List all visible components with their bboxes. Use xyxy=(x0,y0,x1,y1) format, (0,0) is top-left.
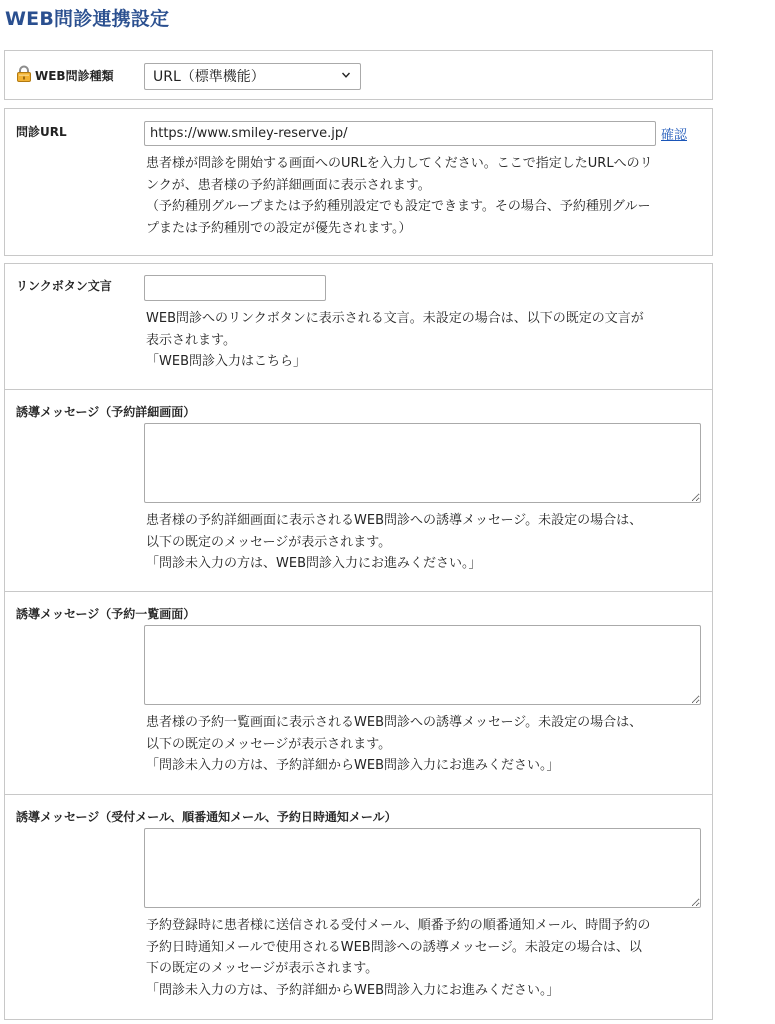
inquiry-url-input[interactable] xyxy=(144,121,656,146)
help-line: 予約日時通知メールで使用されるWEB問診への誘導メッセージ。未設定の場合は、以 xyxy=(146,939,642,955)
link-button-text-row xyxy=(5,264,712,389)
link-button-text-input[interactable] xyxy=(144,275,326,301)
help-line: ンクが、患者様の予約詳細画面に表示されます。 xyxy=(146,177,431,193)
web-inquiry-type-label: WEB問診種類 xyxy=(35,69,114,83)
inquiry-url-panel xyxy=(4,108,713,256)
message-detail-textarea[interactable] xyxy=(144,423,701,503)
help-line: 下の既定のメッセージが表示されます。 xyxy=(146,961,379,976)
help-line: （予約種別グループまたは予約種別設定でも設定できます。その場合、予約種別グルー xyxy=(146,199,651,214)
web-inquiry-type-panel xyxy=(4,50,713,100)
help-line: プまたは予約種別での設定が優先されます。） xyxy=(146,220,412,236)
help-line: 患者様の予約詳細画面に表示されるWEB問診への誘導メッセージ。未設定の場合は、 xyxy=(146,513,643,528)
help-line: WEB問診へのリンクボタンに表示される文言。未設定の場合は、以下の既定の文言が xyxy=(146,311,644,326)
message-list-textarea[interactable] xyxy=(144,625,701,705)
help-line: 予約登録時に患者様に送信される受付メール、順番予約の順番通知メール、時間予約の xyxy=(146,918,651,933)
message-list-help xyxy=(146,712,642,777)
confirm-link[interactable]: 確認 xyxy=(661,128,688,143)
web-inquiry-type-label-wrap xyxy=(16,65,114,84)
link-button-text-label: リンクボタン文言 xyxy=(16,279,112,293)
link-button-text-help xyxy=(146,308,644,373)
message-detail-row xyxy=(5,389,712,591)
inquiry-url-label: 問診URL xyxy=(16,125,67,139)
message-detail-help xyxy=(146,510,642,575)
lock-icon xyxy=(16,65,32,82)
help-line: 表示されます。 xyxy=(146,332,236,348)
page-title: WEB問診連携設定 xyxy=(5,8,170,30)
web-inquiry-type-select[interactable] xyxy=(144,63,361,90)
message-detail-label: 誘導メッセージ（予約詳細画面） xyxy=(16,405,196,419)
message-list-label: 誘導メッセージ（予約一覧画面） xyxy=(16,607,196,621)
help-line: 「WEB問診入力はこちら」 xyxy=(146,354,306,369)
help-line: 患者様の予約一覧画面に表示されるWEB問診への誘導メッセージ。未設定の場合は、 xyxy=(146,715,643,730)
help-line: 「問診未入力の方は、予約詳細からWEB問診入力にお進みください。」 xyxy=(146,758,560,773)
help-line: 患者様が問診を開始する画面へのURLを入力してください。ここで指定したURLへのリ xyxy=(146,156,653,171)
message-mail-textarea[interactable] xyxy=(144,828,701,908)
help-line: 「問診未入力の方は、WEB問診入力にお進みください。」 xyxy=(146,556,482,571)
message-settings-panel xyxy=(4,263,713,1020)
help-line: 「問診未入力の方は、予約詳細からWEB問診入力にお進みください。」 xyxy=(146,982,560,998)
message-mail-row xyxy=(5,794,712,1019)
help-line: 以下の既定のメッセージが表示されます。 xyxy=(146,736,392,752)
message-mail-label: 誘導メッセージ（受付メール、順番通知メール、予約日時通知メール） xyxy=(16,810,397,824)
message-list-row xyxy=(5,591,712,794)
inquiry-url-help xyxy=(146,153,653,239)
message-mail-help xyxy=(146,915,650,1001)
help-line: 以下の既定のメッセージが表示されます。 xyxy=(146,534,392,550)
